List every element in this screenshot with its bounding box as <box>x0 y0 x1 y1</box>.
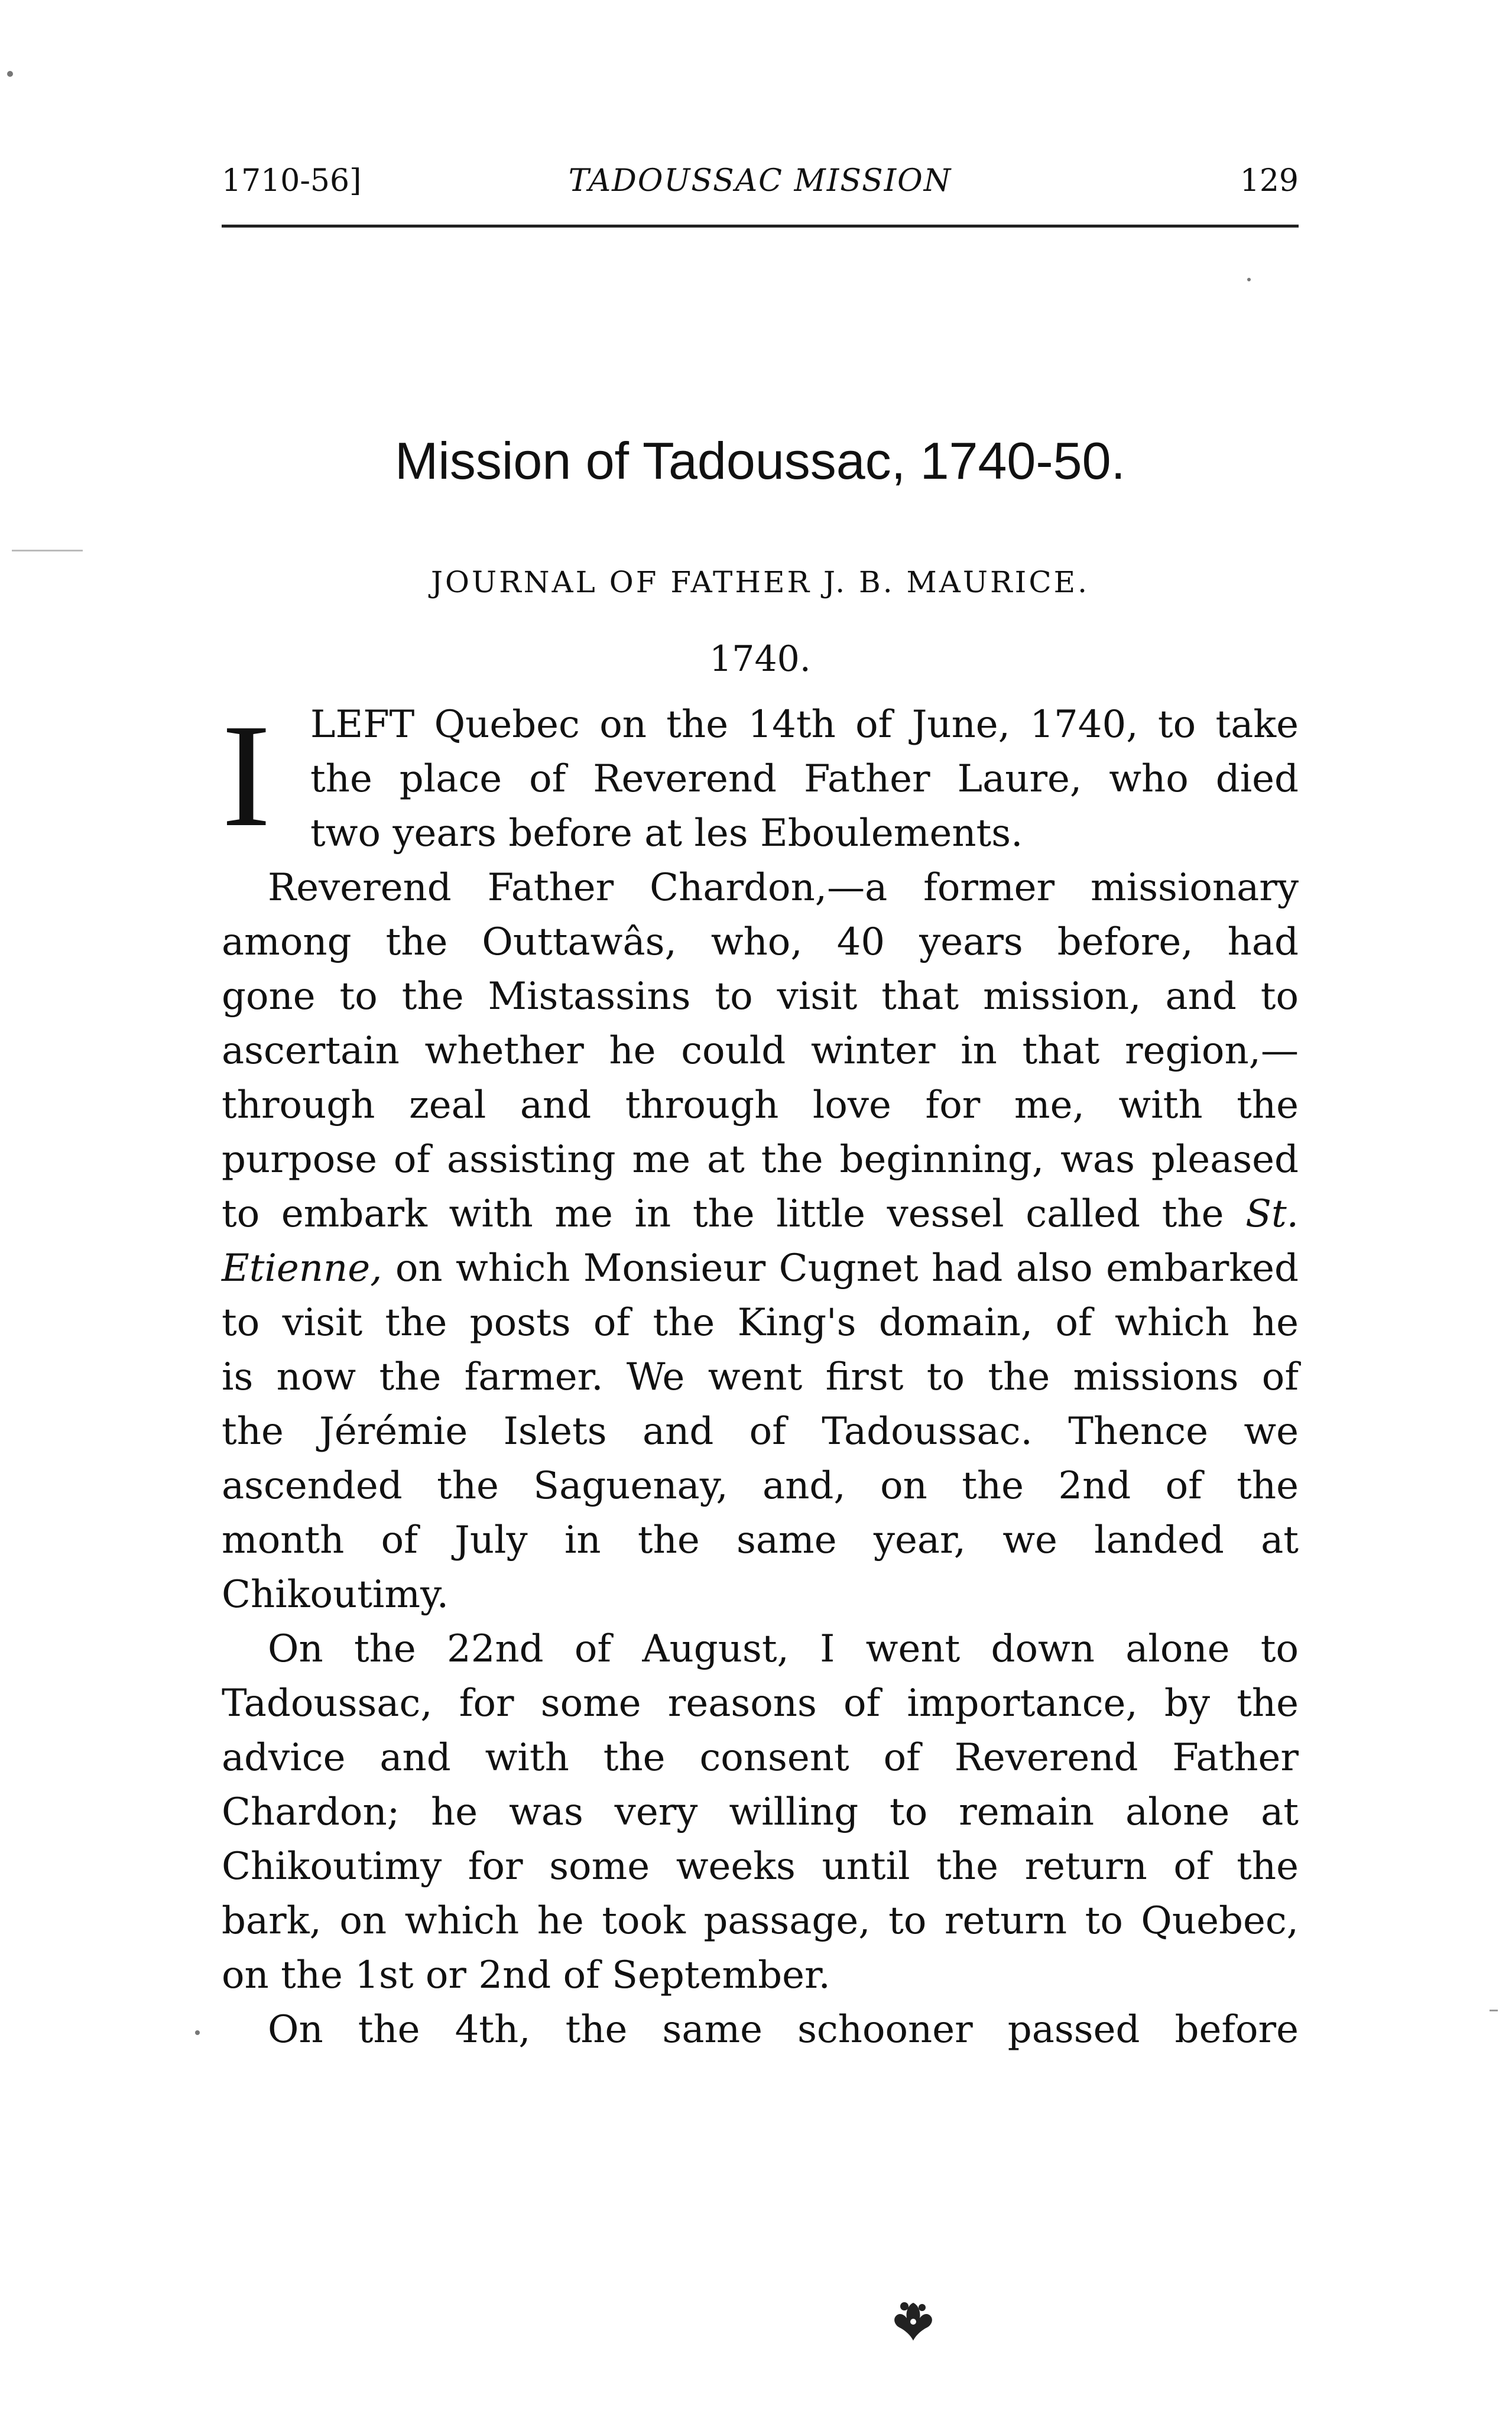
text-line: Tadoussac, for some reasons of importance, by the <box>222 1682 1299 1725</box>
text-line: ascertain whether he could winter in that region,— <box>222 1029 1299 1073</box>
paper-mark <box>12 550 83 551</box>
paragraph-start-line: Reverend Father Chardon,—a former missionary <box>268 866 1299 910</box>
body-text <box>222 694 1299 2057</box>
text-line: through zeal and through love for me, with the <box>222 1083 1299 1127</box>
running-head-date-range: 1710-56] <box>222 163 362 199</box>
year-heading: 1740. <box>709 638 811 680</box>
text-line: the Jérémie Islets and of Tadoussac. Thence we <box>222 1410 1299 1453</box>
text-line: to visit the posts of the King's domain, of which he <box>222 1301 1299 1345</box>
text-line: Chikoutimy for some weeks until the return of the <box>222 1845 1299 1888</box>
text-line: the place of Reverend Father Laure, who died <box>310 757 1299 801</box>
paragraph-start-line: On the 22nd of August, I went down alone to <box>268 1627 1299 1671</box>
chapter-subtitle: JOURNAL OF FATHER J. B. MAURICE. <box>430 565 1090 599</box>
paragraph-start-line: On the 4th, the same schooner passed before <box>268 2008 1299 2052</box>
paper-speck <box>1247 278 1251 281</box>
paper-mark <box>1490 2010 1498 2011</box>
floral-ornament-icon <box>887 2293 940 2347</box>
text-line: ascended the Saguenay, and, on the 2nd of the <box>222 1464 1299 1508</box>
text-line: purpose of assisting me at the beginning, was pleased <box>222 1138 1299 1182</box>
chapter-title: Mission of Tadoussac, 1740-50. <box>395 431 1125 490</box>
text-line <box>222 1241 1299 1296</box>
running-head <box>222 160 1299 202</box>
text-line: month of July in the same year, we landed at <box>222 1518 1299 1562</box>
text-line: Chikoutimy. <box>222 1573 449 1617</box>
text-segment: to embark with me in the little vessel called the <box>222 1192 1224 1236</box>
text-line: on the 1st or 2nd of September. <box>222 1953 830 1997</box>
paper-speck <box>195 2030 200 2035</box>
header-rule <box>222 225 1299 228</box>
paper-speck <box>7 71 13 77</box>
text-line: two years before at les Eboulements. <box>310 812 1023 855</box>
text-line: Chardon; he was very willing to remain alone at <box>222 1790 1299 1834</box>
italic-vessel-name-part: Etienne, <box>222 1247 382 1290</box>
drop-cap: I <box>222 694 271 858</box>
page-number: 129 <box>1240 163 1299 199</box>
text-line: among the Outtawâs, who, 40 years before, had <box>222 920 1299 964</box>
text-line <box>222 1187 1299 1241</box>
running-head-title: TADOUSSAC MISSION <box>568 163 952 199</box>
text-line: is now the farmer. We went first to the missions of <box>222 1355 1299 1399</box>
text-line: bark, on which he took passage, to return to Quebec, <box>222 1899 1299 1943</box>
italic-vessel-name-part: St. <box>1245 1192 1299 1236</box>
text-segment: on which Monsieur Cugnet had also embarked <box>395 1247 1299 1290</box>
text-line: LEFT Quebec on the 14th of June, 1740, to take <box>310 703 1299 747</box>
text-line: advice and with the consent of Reverend Father <box>222 1736 1299 1780</box>
text-line: gone to the Mistassins to visit that mission, and to <box>222 975 1299 1018</box>
